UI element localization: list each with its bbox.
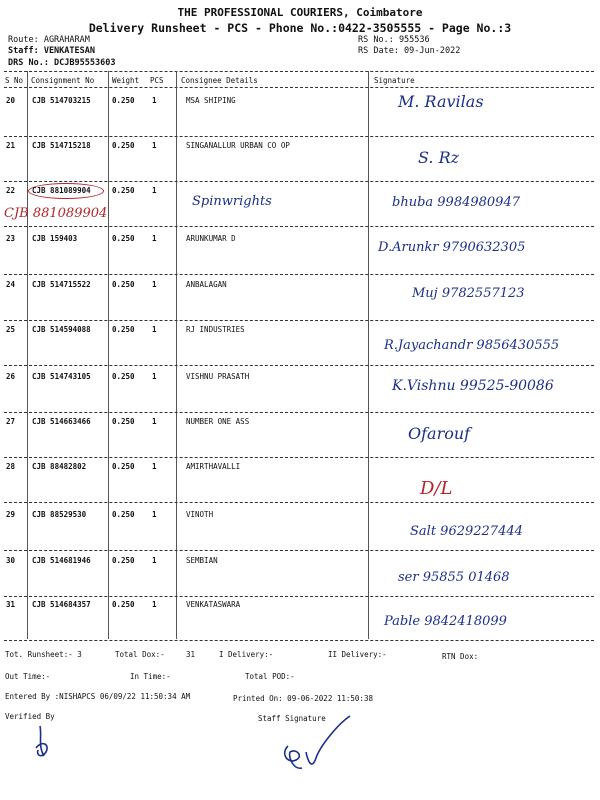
row-sno: 22 (6, 186, 16, 195)
row-pcs: 1 (152, 325, 157, 334)
col-sep (176, 71, 177, 639)
row-signature: Muj 9782557123 (412, 286, 525, 301)
col-header-weight: Weight (112, 76, 140, 85)
col-header-consignee: Consignee Details (181, 76, 258, 85)
row-consignment: CJB 88482802 (32, 462, 87, 471)
row-pcs: 1 (152, 556, 157, 565)
col-header-consignment: Consignment No (31, 76, 95, 85)
row-consignment: CJB 159403 (32, 234, 78, 243)
row-signature: bhuba 9984980947 (392, 195, 520, 210)
row-separator (4, 181, 594, 182)
row-weight: 0.250 (112, 372, 135, 381)
row-sno: 29 (6, 510, 16, 519)
row-separator (4, 136, 594, 137)
row-consignee: RJ INDUSTRIES (186, 325, 245, 334)
col-header-signature: Signature (374, 76, 415, 85)
red-circle-mark (28, 183, 104, 199)
row-pcs: 1 (152, 600, 157, 609)
out-time: Out Time:- (5, 672, 51, 681)
row-consignment: CJB 88529530 (32, 510, 87, 519)
row-weight: 0.250 (112, 556, 135, 565)
row-weight: 0.250 (112, 186, 135, 195)
verifier-signature (28, 722, 68, 762)
company-title: THE PROFESSIONAL COURIERS, Coimbatore (177, 6, 423, 19)
row-signature: D/L (420, 478, 453, 499)
row-weight: 0.250 (112, 325, 135, 334)
row-sno: 25 (6, 325, 16, 334)
row-pcs: 1 (152, 372, 157, 381)
row-separator (4, 412, 594, 413)
row-consignment: CJB 514681946 (32, 556, 91, 565)
staff-label: Staff: VENKATESAN (8, 46, 95, 56)
printed-on: Printed On: 09-06-2022 11:50:38 (233, 694, 373, 703)
row-signature: Salt 9629227444 (410, 524, 523, 539)
handwritten-correction: CJB 881089904 (4, 206, 108, 221)
entered-by: Entered By :NISHAPCS 06/09/22 11:50:34 AM (5, 692, 191, 701)
rs-date-label: RS Date: 09-Jun-2022 (358, 46, 461, 56)
row-pcs: 1 (152, 462, 157, 471)
row-consignment: CJB 514715522 (32, 280, 91, 289)
row-sno: 26 (6, 372, 16, 381)
row-pcs: 1 (152, 417, 157, 426)
row-signature: R.Jayachandr 9856430555 (384, 338, 560, 353)
row-sno: 21 (6, 141, 16, 150)
row-separator (4, 365, 594, 366)
table-top-rule (4, 71, 594, 72)
row-consignee: ARUNKUMAR D (186, 234, 236, 243)
row-separator (4, 320, 594, 321)
row-consignment: CJB 514594088 (32, 325, 91, 334)
row-consignment: CJB 514743105 (32, 372, 91, 381)
row-consignment: CJB 514703215 (32, 96, 91, 105)
row-weight: 0.250 (112, 96, 135, 105)
row-separator (4, 640, 594, 641)
col-header-sno: S No (5, 76, 24, 85)
row-weight: 0.250 (112, 141, 135, 150)
ii-delivery: II Delivery:- (328, 650, 387, 659)
row-signature: K.Vishnu 99525-90086 (392, 378, 554, 394)
row-consignee: SINGANALLUR URBAN CO OP (186, 141, 290, 150)
row-signature: D.Arunkr 9790632305 (378, 240, 526, 255)
row-signature: Ofarouf (408, 424, 471, 443)
row-separator (4, 502, 594, 503)
row-weight: 0.250 (112, 280, 135, 289)
col-header-pcs: PCS (150, 76, 164, 85)
row-consignee: VISHNU PRASATH (186, 372, 250, 381)
row-pcs: 1 (152, 234, 157, 243)
row-weight: 0.250 (112, 462, 135, 471)
row-consignee: NUMBER ONE ASS (186, 417, 250, 426)
rs-no-label: RS No.: 955536 (358, 35, 430, 45)
row-pcs: 1 (152, 186, 157, 195)
row-consignment: CJB 514663466 (32, 417, 91, 426)
row-consignee: AMIRTHAVALLI (186, 462, 241, 471)
col-sep (27, 71, 28, 639)
row-signature: Pable 9842418099 (384, 614, 507, 629)
table-header-rule (4, 87, 594, 88)
row-sno: 27 (6, 417, 16, 426)
total-dox-value: 31 (186, 650, 196, 659)
row-consignee: VENKATASWARA (186, 600, 241, 609)
total-pod: Total POD:- (245, 672, 295, 681)
row-consignment: CJB 514715218 (32, 141, 91, 150)
row-sno: 23 (6, 234, 16, 243)
col-sep (368, 71, 369, 639)
verified-by: Verified By (5, 712, 55, 721)
runsheet-subtitle: Delivery Runsheet - PCS - Phone No.:0422-3505555 - Page No.:3 (88, 21, 512, 35)
staff-signature (278, 712, 358, 782)
row-sno: 24 (6, 280, 16, 289)
drs-label: DRS No.: DCJB95553603 (8, 58, 116, 68)
row-consignee: ANBALAGAN (186, 280, 227, 289)
row-pcs: 1 (152, 96, 157, 105)
row-separator (4, 274, 594, 275)
row-consignee: MSA SHIPING (186, 96, 236, 105)
row-sno: 20 (6, 96, 16, 105)
row-consignee: VINOTH (186, 510, 214, 519)
route-label: Route: AGRAHARAM (8, 35, 90, 45)
in-time: In Time:- (130, 672, 171, 681)
staff-signature-label: Staff Signature (258, 714, 326, 723)
row-separator (4, 596, 594, 597)
row-signature: ser 95855 01468 (398, 570, 510, 585)
row-pcs: 1 (152, 280, 157, 289)
row-weight: 0.250 (112, 600, 135, 609)
row-weight: 0.250 (112, 510, 135, 519)
row-separator (4, 226, 594, 227)
row-sno: 28 (6, 462, 16, 471)
row-consignment: CJB 881089904 (32, 186, 91, 195)
row-consignee: SEMBIAN (186, 556, 218, 565)
row-signature: S. Rz (418, 148, 460, 167)
tot-runsheet: Tot. Runsheet:- 3 (5, 650, 82, 659)
row-weight: 0.250 (112, 417, 135, 426)
row-sno: 31 (6, 600, 16, 609)
total-dox-label: Total Dox:- (115, 650, 165, 659)
row-weight: 0.250 (112, 234, 135, 243)
handwritten-consignee: Spinwrights (192, 194, 272, 209)
i-delivery: I Delivery:- (219, 650, 274, 659)
row-signature: M. Ravilas (398, 92, 484, 111)
col-sep (108, 71, 109, 639)
row-separator (4, 550, 594, 551)
row-pcs: 1 (152, 510, 157, 519)
row-pcs: 1 (152, 141, 157, 150)
rtn-dox: RTN Dox: (442, 652, 479, 661)
row-sno: 30 (6, 556, 16, 565)
row-separator (4, 457, 594, 458)
row-consignment: CJB 514684357 (32, 600, 91, 609)
